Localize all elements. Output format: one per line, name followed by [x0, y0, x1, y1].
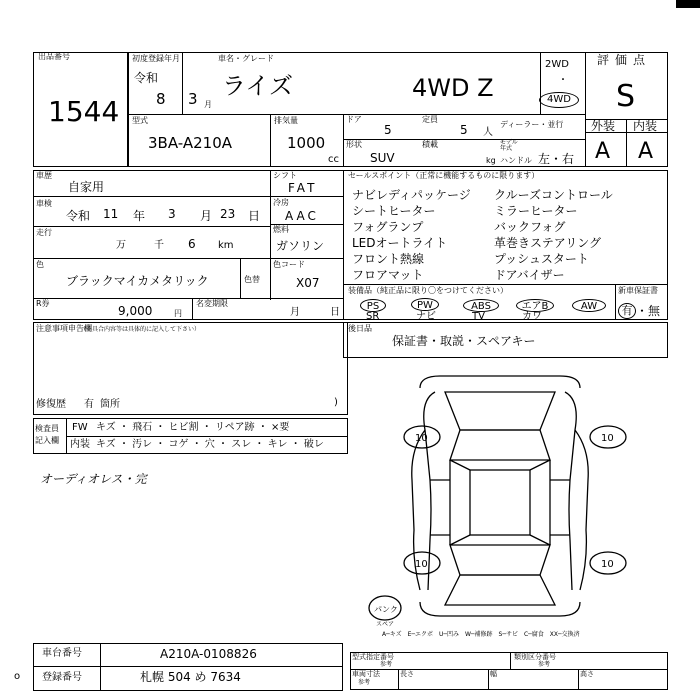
usage-value: 自家用 — [68, 180, 105, 194]
tire-rr-mark: 10 — [601, 559, 614, 570]
equip-ps: PS — [360, 299, 386, 312]
displacement-unit: cc — [328, 154, 339, 165]
sales-point-6: バックフォグ — [494, 220, 566, 234]
spare-label: スペア — [376, 621, 395, 628]
sales-point-1: ナビレディパッケージ — [352, 188, 471, 202]
door-value: 5 — [384, 123, 392, 137]
lot-number: 1544 — [48, 95, 120, 128]
dealer-label: ディーラー・並行 — [500, 120, 564, 129]
body-label: 形状 — [346, 140, 362, 149]
warranty-yes: 有 — [618, 303, 636, 319]
bullet-mark: o — [14, 671, 21, 682]
score-value: S — [616, 79, 636, 114]
inspection-month-unit: 月 — [200, 209, 213, 223]
equip-tv: TV — [472, 311, 485, 322]
sales-point-8: 革巻きステアリング — [494, 236, 602, 250]
reg-month: 3 — [188, 90, 198, 108]
reg-month-unit: 月 — [204, 100, 212, 109]
color-code-label: 色コード — [273, 260, 305, 269]
recycle-label: R券 — [36, 299, 50, 308]
type-value: 3BA-A210A — [148, 134, 233, 152]
expiry-label: 名変期限 — [196, 299, 228, 308]
drive-2wd: 2WD — [545, 59, 569, 70]
int-value: A — [638, 139, 654, 164]
int-label: 内装 — [633, 119, 658, 133]
handle-value: 左・右 — [538, 152, 575, 166]
inspector-nk: 内装 — [70, 439, 90, 450]
color-label: 色 — [36, 260, 44, 269]
dims-height: 高さ — [580, 670, 594, 678]
corner-mark — [676, 0, 700, 8]
mileage-label: 走行 — [36, 228, 52, 237]
repair-value: 有 — [84, 399, 94, 410]
sales-point-5: フォグランプ — [352, 220, 424, 234]
car-diagram — [350, 370, 680, 630]
handle-label: ハンドル — [500, 156, 532, 165]
dims-ref: 参考 — [358, 679, 371, 686]
reg-year: 8 — [156, 90, 166, 108]
sales-point-10: プッシュスタート — [494, 252, 589, 266]
spare-mark: パンク — [374, 605, 398, 614]
score-label: 評価点 — [597, 53, 652, 67]
door-label: ドア — [346, 115, 362, 124]
equip-leather: カワ — [522, 311, 542, 322]
equip-sr: SR — [366, 311, 380, 322]
equip-aw: AW — [572, 299, 606, 312]
repair-label: 修復歴 — [36, 399, 66, 410]
warranty-label: 新車保証書 — [618, 286, 658, 295]
sales-point-12: ドアバイザー — [494, 268, 565, 282]
ac-value: AAC — [285, 209, 319, 223]
load-unit: kg — [486, 156, 496, 165]
inspector-fw-items: キズ ・ 飛石 ・ ヒビ割 ・ リペア跡 ・ ×要 — [96, 422, 290, 433]
inspector-label-1: 検査員 — [35, 424, 59, 433]
capacity-unit: 人 — [483, 127, 493, 138]
rear-notes-label: 後日品 — [348, 324, 372, 333]
mileage-sen: 千 — [154, 240, 164, 251]
sales-point-7: LEDオートライト — [352, 236, 448, 250]
displacement-label: 排気量 — [274, 116, 298, 125]
notes-box — [33, 322, 348, 415]
fuel-label: 燃料 — [273, 225, 289, 234]
rear-notes-value: 保証書・取説・スペアキー — [392, 334, 536, 348]
inspection-day: 23 — [220, 207, 236, 221]
drive-dot: ・ — [558, 75, 568, 86]
equip-airbag: エアB — [516, 299, 554, 312]
body-value: SUV — [370, 151, 395, 165]
capacity-value: 5 — [460, 123, 468, 137]
sales-point-4: ミラーヒーター — [494, 204, 578, 218]
drive-4wd-circled: 4WD — [539, 92, 579, 108]
dims-label: 車両寸法 — [352, 670, 380, 678]
dims-width: 幅 — [490, 670, 497, 678]
shift-label: シフト — [273, 171, 297, 180]
type-label: 型式 — [132, 116, 148, 125]
sales-point-9: フロント熱線 — [352, 252, 425, 266]
sales-point-3: シートヒーター — [352, 204, 436, 218]
sales-points-label: セールスポイント（正常に機能するものに限ります） — [348, 171, 540, 180]
ext-value: A — [595, 139, 611, 164]
fuel-value: ガソリン — [276, 239, 325, 253]
inspection-label: 車検 — [36, 199, 52, 208]
capacity-label: 定員 — [422, 115, 438, 124]
expiry-month: 月 — [290, 307, 300, 318]
inspection-day-unit: 日 — [248, 209, 261, 223]
ac-label: 冷房 — [273, 198, 289, 207]
load-label: 積載 — [422, 140, 438, 149]
reg-era: 令和 — [134, 71, 159, 85]
chassis-label: 車台番号 — [42, 648, 82, 659]
diagram-legend: A─キズ E─エクボ U─凹み W─補修跡 S─サビ C─腐食 XX─交換済 — [382, 631, 580, 638]
inspection-year-unit: 年 — [133, 209, 146, 223]
color-value: ブラックマイカメタリック — [66, 274, 209, 288]
tire-fl-mark: 10 — [415, 433, 428, 444]
inspector-nk-items: キズ ・ 汚レ ・ コゲ ・ 穴 ・ スレ ・ キレ ・ 破レ — [96, 439, 324, 450]
mileage-unit: km — [218, 240, 234, 251]
warranty-no: 無 — [648, 304, 661, 318]
category-label: 類別区分番号 — [514, 653, 556, 661]
dims-length: 長さ — [400, 670, 414, 678]
displacement-value: 1000 — [287, 134, 326, 152]
mileage-value: 6 — [188, 237, 196, 251]
repair-bracket: ) — [334, 397, 338, 408]
chassis-value: A210A-0108826 — [160, 647, 257, 661]
model-year-label: モデル年式 — [500, 139, 518, 152]
equip-abs: ABS — [463, 299, 499, 312]
color-code: X07 — [296, 276, 320, 290]
inspection-month: 3 — [168, 207, 176, 221]
color-replaced-label: 色替 — [244, 275, 260, 284]
notes-label: 注意事項申告欄 — [36, 324, 92, 333]
warranty-dot: ・ — [636, 304, 649, 318]
equip-pw: PW — [411, 298, 439, 311]
expiry-day: 日 — [330, 307, 340, 318]
recycle-unit: 円 — [174, 309, 182, 318]
reg-label: 初度登録年月 — [132, 54, 180, 63]
car-name: ライズ — [222, 72, 294, 100]
repair-unit: 箇所 — [100, 399, 120, 410]
handwritten-note: オーディオレス・完 — [40, 472, 147, 486]
equipment-label: 装備品（純正品に限り〇をつけてください） — [348, 286, 508, 295]
car-grade: 4WD Z — [412, 74, 494, 102]
recycle-value: 9,000 — [118, 304, 153, 318]
name-label: 車名・グレード — [218, 54, 274, 63]
mileage-man: 万 — [116, 240, 126, 251]
tire-rl-mark: 10 — [415, 559, 428, 570]
inspection-era: 令和 — [66, 209, 91, 223]
category-ref: 参考 — [538, 661, 551, 668]
tire-fr-mark: 10 — [601, 433, 614, 444]
type-approval-label: 型式指定番号 — [352, 653, 394, 661]
shift-value: FAT — [288, 181, 318, 195]
plate-value: 札幌 504 め 7634 — [140, 670, 241, 684]
equip-navi: ナビ — [416, 311, 436, 322]
notes-sub: （不具合内容等は具体的に記入して下さい） — [80, 326, 201, 333]
sales-point-2: クルーズコントロール — [494, 188, 613, 202]
inspector-label-2: 記入欄 — [35, 436, 59, 445]
usage-label: 車歴 — [36, 171, 52, 180]
sales-point-11: フロアマット — [352, 268, 424, 282]
inspection-year: 11 — [103, 207, 119, 221]
inspector-fw: FW — [72, 422, 88, 433]
type-approval-ref: 参考 — [380, 661, 393, 668]
plate-label: 登録番号 — [42, 672, 82, 683]
lot-label: 出品番号 — [38, 52, 70, 61]
ext-label: 外装 — [591, 119, 616, 133]
